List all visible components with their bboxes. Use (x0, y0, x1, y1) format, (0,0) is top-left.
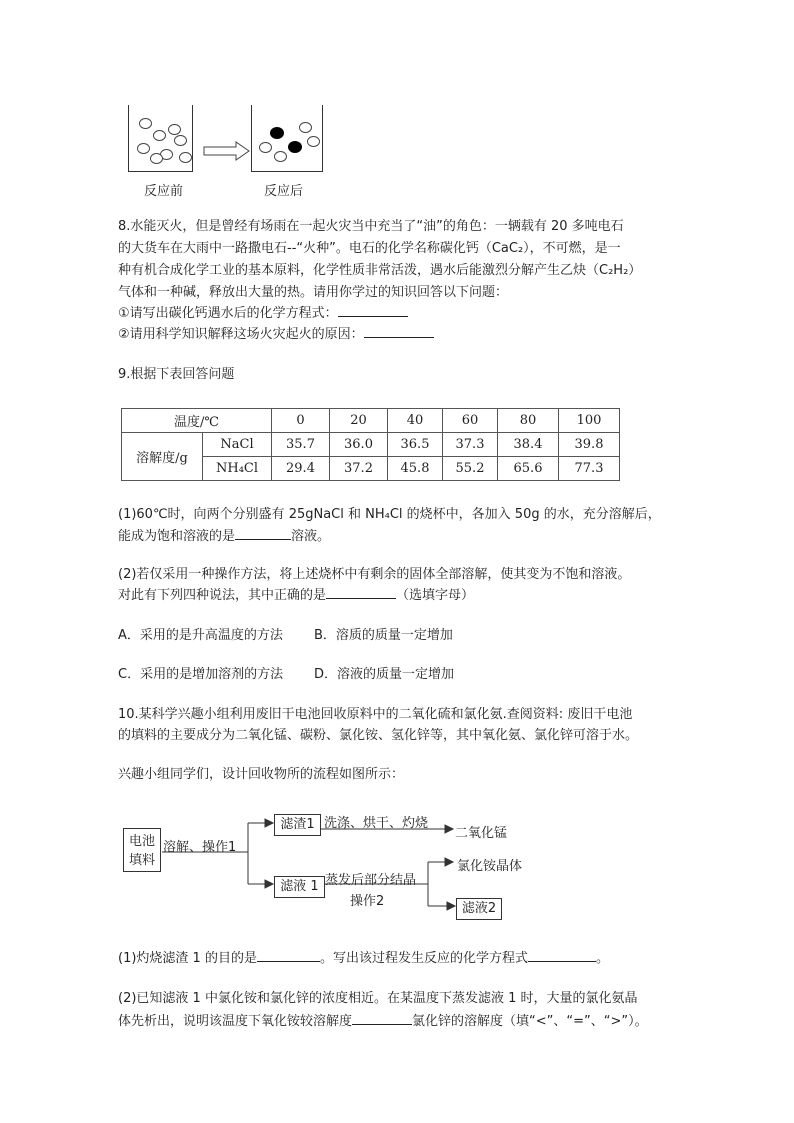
q8-line2: 的大货车在大雨中一路撒电石--“火种”。电石的化学名称碳化钙（CaC₂），不可燃，是一 (118, 241, 621, 256)
q10-p1-text-a: (1)灼烧滤渣 1 的目的是 (118, 951, 257, 966)
table-header-cell: 0 (272, 409, 330, 433)
q9-p2-text-a: 对此有下列四种说法，其中正确的是 (118, 588, 327, 603)
table-header-cell: 100 (559, 409, 620, 433)
table-header-cell: 60 (443, 409, 498, 433)
q10-p2-line2 (118, 1012, 648, 1031)
q10-p1 (118, 949, 609, 968)
q10-p1-text-c: 。 (595, 951, 609, 966)
q9-option-d: D．溶液的质量一定增加 (314, 667, 455, 682)
flow-filtrate-op: 操作2 (350, 894, 385, 909)
q10-p1-text-b: 。写出该过程发生反应的化学方程式 (319, 951, 528, 966)
flow-source-box (123, 828, 161, 872)
q10-p2-text-b: 氯化锌的溶解度（填“<”、“=”、“>”）。 (412, 1014, 648, 1029)
table-cell: 39.8 (559, 433, 620, 457)
q8-sub2-text: ②请用科学知识解释这场火灾起火的原因： (118, 327, 364, 342)
table-cell: 36.5 (388, 433, 443, 457)
table-substance: NaCl (203, 433, 272, 457)
answer-blank[interactable] (352, 1012, 412, 1025)
table-cell: 38.4 (498, 433, 559, 457)
q8-sub1-text: ①请写出碳化钙遇水后的化学方程式： (118, 306, 338, 321)
table-cell: 37.3 (443, 433, 498, 457)
flow-residue-product: 二氧化锰 (455, 826, 508, 841)
q10-p2-line1: (2)已知滤液 1 中氯化铵和氯化锌的浓度相近。在某温度下蒸发滤液 1 时，大量的氯化氨晶 (118, 991, 638, 1006)
q9-option-c: C．采用的是增加溶剂的方法 (118, 667, 284, 682)
table-substance: NH₄Cl (203, 457, 272, 481)
flow-filtrate2-label: 滤液2 (461, 901, 497, 916)
q9-intro: 9.根据下表回答问题 (118, 367, 235, 382)
table-header-label: 温度/℃ (122, 409, 272, 433)
table-row-group-label: 溶解度/g (122, 433, 203, 481)
answer-blank[interactable] (528, 949, 596, 962)
q9-p1-text-a: 能成为饱和溶液的是 (118, 529, 236, 544)
table-cell: 36.0 (330, 433, 388, 457)
flow-step1: 溶解、操作1 (163, 840, 237, 855)
flow-filtrate-label: 滤液 1 (280, 879, 319, 894)
q10-line1: 10.某科学兴趣小组利用废旧干电池回收原料中的二氧化硫和氯化氨.查阅资料: 废旧干电池 (118, 707, 633, 722)
table-cell: 77.3 (559, 457, 620, 481)
table-cell: 45.8 (388, 457, 443, 481)
flow-source-label: 电池填料 (128, 834, 155, 868)
q8-line4: 气体和一种碱，释放出大量的热。请用你学过的知识回答以下问题： (118, 285, 509, 300)
q10-p2-text-a: 体先析出，说明该温度下氧化铵较溶解度 (118, 1014, 353, 1029)
answer-blank[interactable] (257, 949, 320, 962)
q10-line2: 的填料的主要成分为二氧化锰、碳粉、氯化铵、氢化锌等，其中氧化氨、氯化锌可溶于水。 (118, 728, 639, 743)
q9-p2-text-b: （选填字母） (396, 588, 475, 603)
flow-residue-step: 洗涤、烘干、灼烧 (324, 816, 429, 831)
q8-line1: 8.水能灭火，但是曾经有场雨在一起火灾当中充当了“油”的角色：一辆载有 20 多吨电石 (118, 219, 624, 234)
flow-filtrate-step: 蒸发后部分结晶 (325, 873, 417, 888)
table-header-cell: 80 (498, 409, 559, 433)
table-header-cell: 40 (388, 409, 443, 433)
table-cell: 29.4 (272, 457, 330, 481)
q9-option-b: B．溶质的质量一定增加 (314, 628, 453, 643)
q9-p2-line1: (2)若仅采用一种操作方法，将上述烧杯中有剩余的固体全部溶解，使其变为不饱和溶液。 (118, 567, 631, 582)
after-label: 反应后 (264, 184, 304, 199)
before-label: 反应前 (144, 184, 184, 199)
q9-p1-text-b: 溶液。 (291, 529, 331, 544)
flow-filtrate-box (274, 876, 325, 898)
table-cell: 35.7 (272, 433, 330, 457)
table-cell: 37.2 (330, 457, 388, 481)
table-cell: 55.2 (443, 457, 498, 481)
q8-line3: 种有机合成化学工业的基本原料，化学性质非常活泼，遇水后能激烈分解产生乙炔（C₂H₂） (118, 263, 642, 278)
flow-residue-box (274, 814, 321, 836)
flow-residue-label: 滤渣1 (280, 817, 315, 832)
table-cell: 65.6 (498, 457, 559, 481)
q10-line3: 兴趣小组同学们，设计回收物所的流程如图所示： (118, 767, 405, 782)
flow-filtrate2-box (456, 898, 502, 920)
flow-crystal: 氯化铵晶体 (457, 859, 523, 874)
table-header-cell: 20 (330, 409, 388, 433)
q9-option-a: A．采用的是升高温度的方法 (118, 628, 283, 643)
q9-p1-line1: (1)60℃时，向两个分别盛有 25gNaCl 和 NH₄Cl 的烧杯中，各加入 50g 的水，充分溶解后， (118, 507, 661, 522)
